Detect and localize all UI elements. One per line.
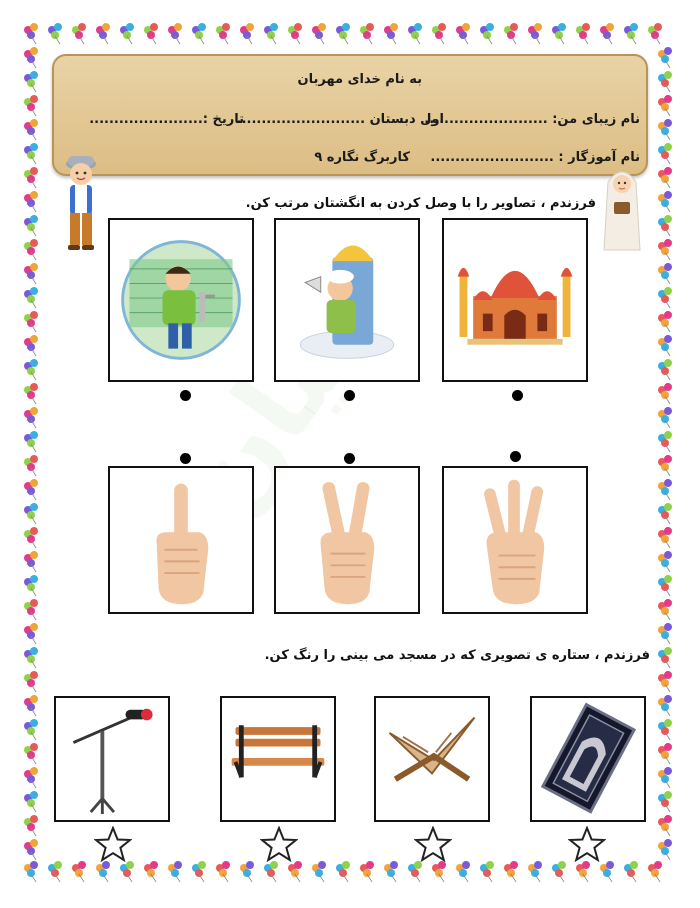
one-finger-hand-icon [110, 468, 252, 612]
balloon-icon [456, 861, 470, 882]
balloon-icon [552, 23, 566, 44]
girl-character-icon [600, 162, 644, 254]
balloon-icon [432, 861, 446, 882]
balloon-icon [72, 23, 86, 44]
balloon-icon [24, 695, 38, 716]
balloon-icon [144, 861, 158, 882]
instruction-color-star: فرزندم ، ستاره ی تصویری که در مسجد می بینی را رنگ کن. [264, 648, 650, 663]
balloon-icon [658, 503, 672, 524]
balloon-icon [658, 839, 672, 860]
balloon-icon [658, 311, 672, 332]
balloon-icon [24, 431, 38, 452]
balloon-icon [24, 23, 38, 44]
balloon-icon [624, 23, 638, 44]
balloon-icon [658, 815, 672, 836]
balloon-icon [312, 23, 326, 44]
bench-icon [222, 698, 334, 820]
balloon-icon [658, 623, 672, 644]
balloon-icon [24, 311, 38, 332]
balloon-icon [24, 719, 38, 740]
muezzin-icon [276, 220, 418, 380]
teacher-field[interactable]: نام آموزگار : ......................... [430, 150, 640, 165]
wudu-boy-icon [110, 220, 252, 380]
match-dot[interactable] [512, 390, 523, 401]
balloon-icon [658, 383, 672, 404]
balloon-icon [480, 23, 494, 44]
balloon-icon [96, 23, 110, 44]
balloon-icon [658, 599, 672, 620]
two-fingers-hand-icon [276, 468, 418, 612]
balloon-icon [24, 287, 38, 308]
balloon-icon [658, 119, 672, 140]
balloon-icon [658, 407, 672, 428]
balloon-icon [24, 575, 38, 596]
balloon-icon [24, 263, 38, 284]
balloon-icon [72, 861, 86, 882]
balloon-icon [288, 861, 302, 882]
balloon-icon [658, 647, 672, 668]
balloon-icon [600, 23, 614, 44]
balloon-icon [24, 743, 38, 764]
card-one-finger [108, 466, 254, 614]
balloon-icon [48, 861, 62, 882]
grade-field: اول دبستان .......................... [236, 112, 444, 127]
balloon-icon [24, 599, 38, 620]
match-dot[interactable] [344, 390, 355, 401]
balloon-icon [24, 383, 38, 404]
balloon-icon [24, 359, 38, 380]
watermark: تبیان [154, 248, 412, 540]
balloon-icon [658, 695, 672, 716]
balloon-icon [24, 47, 38, 68]
card-three-fingers [442, 466, 588, 614]
worksheet-label: کاربرگ نگاره ۹ [314, 150, 410, 165]
balloon-icon [24, 623, 38, 644]
balloon-icon [528, 861, 542, 882]
balloon-icon [658, 767, 672, 788]
balloon-icon [288, 23, 302, 44]
balloon-icon [192, 23, 206, 44]
balloon-icon [504, 23, 518, 44]
balloon-icon [658, 143, 672, 164]
balloon-icon [658, 455, 672, 476]
card-two-fingers [274, 466, 420, 614]
balloon-icon [216, 23, 230, 44]
balloon-icon [658, 479, 672, 500]
balloon-icon [658, 791, 672, 812]
boy-character-icon [56, 150, 106, 255]
balloon-icon [658, 431, 672, 452]
name-field[interactable]: نام زیبای من: ......................... [424, 112, 640, 127]
balloon-icon [24, 479, 38, 500]
balloon-icon [24, 215, 38, 236]
balloon-icon [24, 861, 38, 882]
balloon-icon [360, 23, 374, 44]
card-wudu [108, 218, 254, 382]
balloon-icon [360, 861, 374, 882]
balloon-icon [504, 861, 518, 882]
balloon-icon [384, 861, 398, 882]
card-muezzin [274, 218, 420, 382]
card-quran-stand [374, 696, 490, 822]
balloon-icon [658, 47, 672, 68]
balloon-icon [24, 503, 38, 524]
balloon-icon [658, 191, 672, 212]
balloon-icon [264, 23, 278, 44]
balloon-icon [24, 167, 38, 188]
date-field[interactable]: تاریخ :....................... [89, 112, 244, 127]
quran-stand-icon [376, 698, 488, 820]
balloon-icon [24, 455, 38, 476]
balloon-icon [658, 551, 672, 572]
balloon-icon [24, 407, 38, 428]
balloon-icon [24, 791, 38, 812]
balloon-icon [216, 861, 230, 882]
balloon-icon [336, 23, 350, 44]
balloon-icon [24, 95, 38, 116]
balloon-icon [168, 861, 182, 882]
balloon-icon [24, 815, 38, 836]
balloon-icon [96, 861, 110, 882]
balloon-icon [408, 23, 422, 44]
balloon-icon [658, 527, 672, 548]
balloon-icon [48, 23, 62, 44]
star-icon[interactable] [414, 826, 452, 862]
card-microphone [54, 696, 170, 822]
balloon-icon [312, 861, 326, 882]
balloon-icon [648, 861, 662, 882]
balloon-icon [658, 95, 672, 116]
balloon-icon [658, 287, 672, 308]
balloon-icon [600, 861, 614, 882]
balloon-icon [658, 215, 672, 236]
balloon-icon [528, 23, 542, 44]
microphone-stand-icon [56, 698, 168, 820]
balloon-icon [432, 23, 446, 44]
mosque-icon [444, 220, 586, 380]
balloon-icon [576, 861, 590, 882]
balloon-icon [192, 861, 206, 882]
balloon-icon [552, 861, 566, 882]
page-title: به نام خدای مهربان [297, 72, 422, 87]
balloon-icon [576, 23, 590, 44]
balloon-icon [168, 23, 182, 44]
balloon-icon [658, 335, 672, 356]
balloon-icon [336, 861, 350, 882]
balloon-icon [120, 23, 134, 44]
match-dot[interactable] [180, 453, 191, 464]
balloon-icon [24, 767, 38, 788]
prayer-rug-icon [532, 698, 644, 820]
star-icon[interactable] [94, 826, 132, 862]
match-dot[interactable] [510, 451, 521, 462]
balloon-icon [24, 527, 38, 548]
balloon-icon [240, 861, 254, 882]
card-mosque [442, 218, 588, 382]
balloon-icon [658, 575, 672, 596]
balloon-icon [658, 239, 672, 260]
balloon-icon [24, 143, 38, 164]
balloon-icon [658, 743, 672, 764]
balloon-icon [24, 119, 38, 140]
balloon-icon [264, 861, 278, 882]
match-dot[interactable] [344, 453, 355, 464]
card-bench [220, 696, 336, 822]
balloon-icon [240, 23, 254, 44]
balloon-icon [24, 335, 38, 356]
star-icon[interactable] [260, 826, 298, 862]
balloon-icon [456, 23, 470, 44]
balloon-icon [658, 671, 672, 692]
balloon-icon [24, 239, 38, 260]
header-banner [52, 54, 648, 176]
balloon-icon [648, 23, 662, 44]
balloon-icon [658, 71, 672, 92]
balloon-icon [408, 861, 422, 882]
balloon-icon [24, 551, 38, 572]
balloon-icon [658, 719, 672, 740]
balloon-icon [24, 191, 38, 212]
match-dot[interactable] [180, 390, 191, 401]
balloon-icon [144, 23, 158, 44]
balloon-icon [384, 23, 398, 44]
balloon-icon [658, 359, 672, 380]
balloon-icon [658, 263, 672, 284]
card-prayer-rug [530, 696, 646, 822]
balloon-icon [24, 671, 38, 692]
balloon-icon [24, 839, 38, 860]
three-fingers-hand-icon [444, 468, 586, 612]
balloon-icon [658, 167, 672, 188]
balloon-icon [480, 861, 494, 882]
balloon-icon [120, 861, 134, 882]
balloon-icon [624, 861, 638, 882]
instruction-match: فرزندم ، تصاویر را با وصل کردن به انگشتان مرتب کن. [245, 196, 596, 211]
balloon-icon [24, 647, 38, 668]
balloon-icon [24, 71, 38, 92]
star-icon[interactable] [568, 826, 606, 862]
